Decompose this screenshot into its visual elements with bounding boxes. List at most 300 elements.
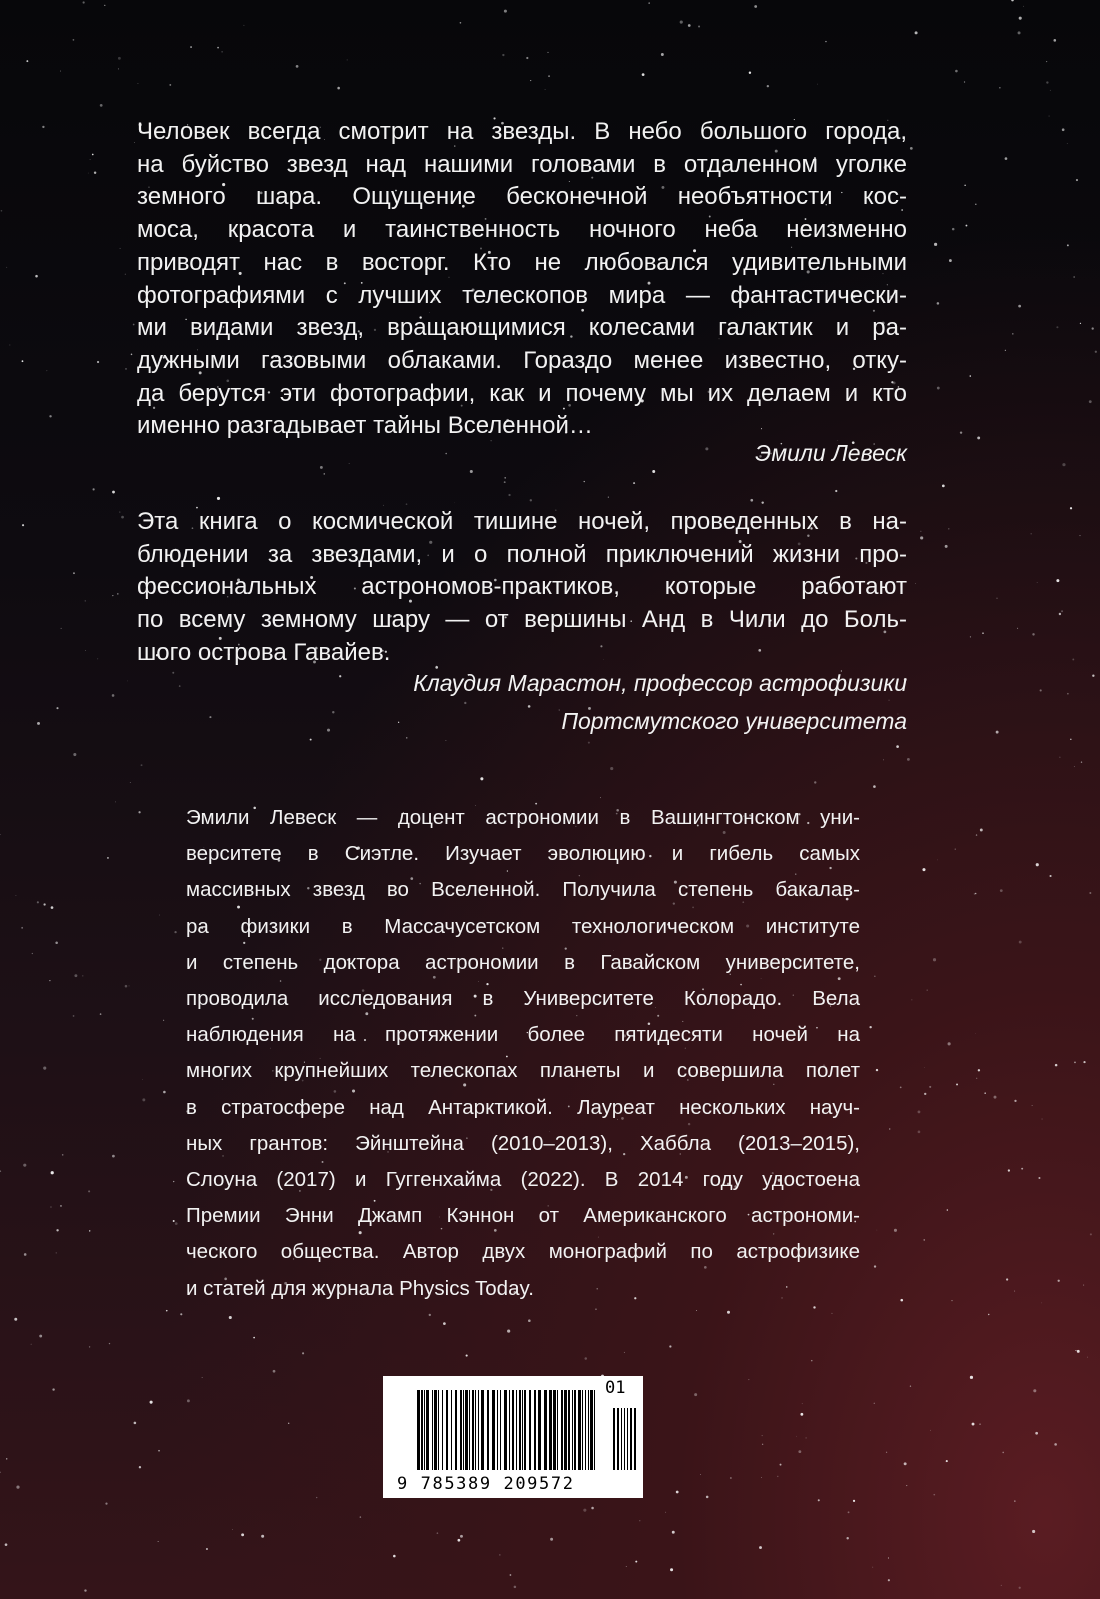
barcode-bar <box>504 1390 507 1470</box>
star <box>429 1314 431 1316</box>
star <box>796 1436 797 1437</box>
star <box>876 1069 878 1071</box>
star <box>1040 689 1042 691</box>
star <box>874 1403 875 1404</box>
barcode-bar <box>472 1390 474 1470</box>
star <box>514 1586 517 1589</box>
star <box>700 1474 701 1475</box>
star <box>894 1229 897 1232</box>
star <box>217 497 220 500</box>
star <box>705 447 708 450</box>
star <box>1014 1100 1016 1102</box>
star <box>951 1300 952 1301</box>
star <box>665 1512 666 1513</box>
star <box>942 484 945 487</box>
star <box>6 267 7 268</box>
star <box>60 1205 62 1207</box>
star <box>460 22 462 24</box>
star <box>761 501 763 503</box>
star <box>505 477 506 478</box>
star <box>1014 1291 1015 1292</box>
star <box>526 57 528 59</box>
star <box>982 632 984 634</box>
star <box>175 1222 178 1225</box>
star <box>548 75 550 77</box>
star <box>1017 628 1018 629</box>
text-line: по всему земному шару — от вершины Анд в Чили до Боль- <box>137 606 907 634</box>
star <box>133 324 135 326</box>
star <box>1095 351 1097 353</box>
star <box>62 1154 64 1156</box>
star <box>1023 6 1024 7</box>
star <box>818 1499 820 1501</box>
star <box>163 1020 164 1021</box>
star <box>806 1438 807 1439</box>
barcode-bar <box>426 1390 429 1470</box>
star <box>550 1538 553 1541</box>
star <box>56 707 58 709</box>
star <box>118 68 119 69</box>
star <box>94 172 96 174</box>
star <box>1049 875 1051 877</box>
text-line: земного шара. Ощущение бесконечной необъятности кос- <box>137 183 907 211</box>
star <box>84 1589 86 1591</box>
star <box>975 893 977 895</box>
star <box>584 481 585 482</box>
star <box>187 1399 190 1402</box>
star <box>49 980 50 981</box>
star <box>948 528 949 529</box>
star <box>800 1413 803 1416</box>
star <box>141 764 143 766</box>
star <box>163 1091 166 1094</box>
star <box>1077 1350 1080 1353</box>
star <box>978 1069 980 1071</box>
text-line: многих крупнейших телескопах планеты и совершила полет <box>186 1059 860 1083</box>
star <box>150 1401 153 1404</box>
barcode-addon-number: 01 <box>605 1378 626 1398</box>
star <box>1008 1169 1010 1171</box>
star <box>976 834 977 835</box>
star <box>680 21 683 24</box>
barcode-bar <box>434 1390 437 1470</box>
star <box>131 354 133 356</box>
star <box>750 499 753 502</box>
star <box>888 1558 889 1559</box>
star <box>83 1 85 3</box>
star <box>109 1343 110 1344</box>
star <box>762 1435 763 1436</box>
star <box>173 1220 175 1222</box>
star <box>1000 889 1003 892</box>
star <box>134 142 135 143</box>
star <box>1081 762 1082 763</box>
star <box>22 524 24 526</box>
barcode-bar <box>438 1390 439 1470</box>
star <box>934 243 937 246</box>
star <box>956 1083 958 1085</box>
star <box>642 73 645 76</box>
barcode-bar <box>572 1390 573 1470</box>
star <box>120 248 121 249</box>
star <box>889 700 890 701</box>
star <box>937 860 938 861</box>
star <box>759 1546 762 1549</box>
star <box>583 1509 586 1512</box>
star <box>217 47 219 49</box>
star <box>924 1067 925 1068</box>
barcode-bar <box>549 1390 552 1470</box>
star <box>548 52 549 53</box>
star <box>5 1543 8 1546</box>
star <box>910 1386 911 1387</box>
star <box>530 499 532 501</box>
star <box>698 25 700 27</box>
star <box>584 1357 587 1360</box>
star <box>853 1500 855 1502</box>
star <box>872 1567 873 1568</box>
star <box>112 491 115 494</box>
star <box>138 83 139 84</box>
text-line: Премии Энни Джамп Кэннон от Американского астрономи- <box>186 1204 860 1228</box>
star <box>89 1230 90 1231</box>
star <box>261 1535 264 1538</box>
text-line: ческого общества. Автор двух монографий по астрофизике <box>186 1240 860 1264</box>
star <box>802 1403 803 1404</box>
star <box>88 1190 90 1192</box>
star <box>669 1345 671 1347</box>
star <box>393 1555 396 1558</box>
text-line: верситете в Сиэтле. Изучает эволюцию и гибель самых <box>186 842 860 866</box>
review-signature-line2: Портсмутского университета <box>561 708 907 734</box>
star <box>955 849 956 850</box>
star <box>633 482 635 484</box>
star <box>874 976 876 978</box>
star <box>1080 323 1081 324</box>
barcode-bar <box>585 1390 586 1470</box>
star <box>1089 400 1092 403</box>
star <box>337 87 340 90</box>
star <box>174 931 176 933</box>
barcode-bar <box>564 1390 567 1470</box>
star <box>889 1128 890 1129</box>
star <box>937 387 940 390</box>
star <box>846 1537 848 1539</box>
star <box>100 104 103 107</box>
star <box>1032 633 1034 635</box>
star <box>464 702 466 704</box>
star <box>1012 333 1013 334</box>
star <box>55 941 58 944</box>
star <box>347 60 348 61</box>
star <box>480 777 483 780</box>
barcode-bar <box>617 1408 619 1470</box>
star <box>508 494 510 496</box>
star <box>296 65 299 68</box>
star <box>97 361 99 363</box>
star <box>104 5 105 6</box>
barcode-bar <box>519 1390 521 1470</box>
star <box>437 1532 439 1534</box>
star <box>1032 1105 1033 1106</box>
star <box>92 154 94 156</box>
star <box>1046 81 1048 83</box>
barcode-bar <box>588 1390 589 1470</box>
star <box>1089 892 1091 894</box>
star <box>56 1229 58 1231</box>
star <box>90 159 91 160</box>
star <box>970 375 972 377</box>
star <box>360 1516 361 1517</box>
star <box>43 1067 46 1070</box>
barcode-bar <box>465 1390 468 1470</box>
star <box>904 1462 907 1465</box>
star <box>1067 143 1068 144</box>
star <box>754 5 757 8</box>
star <box>320 466 323 469</box>
star <box>965 225 967 227</box>
text-line: Человек всегда смотрит на звезды. В небо большого города, <box>137 118 907 145</box>
star <box>179 685 181 687</box>
barcode-bar <box>544 1390 547 1470</box>
star <box>169 84 171 86</box>
text-line: приводят нас в восторг. Кто не любовался удивительными <box>137 248 907 276</box>
star <box>933 958 936 961</box>
star <box>37 901 39 903</box>
star <box>112 595 113 596</box>
star <box>706 1496 709 1499</box>
star <box>869 1026 871 1028</box>
star <box>107 857 109 859</box>
star <box>1014 1500 1015 1501</box>
star <box>970 1376 973 1379</box>
star <box>32 953 33 954</box>
star <box>1038 1177 1040 1179</box>
star <box>158 1541 159 1542</box>
barcode-bar <box>455 1390 457 1470</box>
star <box>74 974 77 977</box>
star <box>173 1181 174 1182</box>
star <box>273 1370 276 1373</box>
star <box>811 1360 813 1362</box>
barcode-bar <box>446 1390 448 1470</box>
star <box>24 1253 27 1256</box>
star <box>23 1164 26 1167</box>
star <box>945 545 948 548</box>
star <box>798 1450 801 1453</box>
barcode-bar <box>442 1390 443 1470</box>
star <box>528 705 531 708</box>
barcode-bar <box>534 1390 536 1470</box>
barcode-bar <box>417 1390 420 1470</box>
star <box>1036 863 1039 866</box>
star <box>202 1377 203 1378</box>
star <box>504 10 507 13</box>
star <box>1033 1389 1036 1392</box>
author-bio-paragraph <box>186 800 860 1307</box>
text-line: Эта книга о космической тишине ночей, проведенных в на- <box>137 508 907 535</box>
star <box>1049 116 1050 117</box>
star <box>1018 305 1021 308</box>
star <box>232 1529 233 1530</box>
barcode-bar <box>613 1408 615 1470</box>
star <box>591 1507 594 1510</box>
star <box>1056 579 1059 582</box>
star <box>960 431 962 433</box>
star <box>125 368 127 370</box>
star <box>762 1444 763 1445</box>
barcode-bar <box>630 1408 632 1470</box>
star <box>730 1477 732 1479</box>
star <box>51 906 54 909</box>
text-line: Слоуна (2017) и Гуггенхайма (2022). В 2014 году удостоена <box>186 1168 860 1192</box>
star <box>1035 1432 1038 1435</box>
star <box>117 593 118 594</box>
barcode-bar <box>421 1390 423 1470</box>
star <box>454 502 455 503</box>
star <box>6 1458 7 1459</box>
star <box>920 536 923 539</box>
star <box>835 490 837 492</box>
star <box>888 1579 890 1581</box>
star <box>16 1486 19 1489</box>
star <box>924 1093 926 1095</box>
star <box>172 672 174 674</box>
star <box>73 39 75 41</box>
star <box>923 1239 925 1241</box>
star <box>406 503 408 505</box>
barcode-bar <box>621 1408 622 1470</box>
text-line: массивных звезд во Вселенной. Получила степень бакалав- <box>186 878 860 902</box>
star <box>457 1539 460 1542</box>
star <box>253 1337 255 1339</box>
star <box>504 481 506 483</box>
star <box>406 737 407 738</box>
star <box>652 470 655 473</box>
barcode-bar <box>516 1390 517 1470</box>
star <box>466 1355 468 1357</box>
star <box>130 782 131 783</box>
star <box>85 600 86 601</box>
barcode-bar <box>557 1390 558 1470</box>
star <box>26 60 28 62</box>
barcode-bar <box>578 1390 581 1470</box>
text-line: фотографиями с лучших телескопов мира — фантастически- <box>137 281 907 309</box>
star <box>443 1322 446 1325</box>
star <box>125 274 126 275</box>
star <box>670 1568 673 1571</box>
star <box>43 903 45 905</box>
star <box>1062 128 1065 131</box>
star <box>877 1230 878 1231</box>
star <box>1092 327 1094 329</box>
star <box>1070 507 1072 509</box>
star <box>994 1096 997 1099</box>
star <box>528 1319 531 1322</box>
star <box>241 1533 244 1536</box>
star <box>139 1466 141 1468</box>
star <box>1067 244 1069 246</box>
star <box>93 488 95 490</box>
star <box>244 25 245 26</box>
star <box>874 1265 876 1267</box>
star <box>920 531 921 532</box>
star <box>1092 675 1094 677</box>
star <box>222 51 223 52</box>
star <box>975 204 976 205</box>
star <box>530 80 531 81</box>
text-line: ра физики в Массачусетском технологическом институте <box>186 914 860 938</box>
star <box>610 767 613 770</box>
star <box>22 360 24 362</box>
star <box>206 1548 208 1550</box>
star <box>933 1494 935 1496</box>
text-line: блюдении за звездами, и о полной приключений жизни про- <box>137 540 907 568</box>
star <box>158 1450 160 1452</box>
barcode-bar <box>529 1390 531 1470</box>
star <box>1087 1357 1088 1358</box>
star <box>727 1311 730 1314</box>
star <box>1 210 3 212</box>
star <box>100 1013 102 1015</box>
star <box>639 1520 640 1521</box>
star <box>1061 610 1063 612</box>
barcode-bar <box>463 1390 464 1470</box>
text-line: Эмили Левеск — доцент астрономии в Вашингтонском уни- <box>186 806 860 829</box>
isbn-barcode <box>383 1376 643 1498</box>
star <box>761 1477 762 1478</box>
star <box>46 370 47 371</box>
star <box>142 1098 145 1101</box>
star <box>915 583 916 584</box>
barcode-bar <box>522 1390 523 1470</box>
star <box>159 915 160 916</box>
star <box>749 72 751 74</box>
star <box>73 1015 75 1017</box>
star <box>1083 1285 1084 1286</box>
star <box>302 1352 304 1354</box>
star <box>134 1422 137 1425</box>
star <box>112 1155 115 1158</box>
barcode-bar <box>497 1390 498 1470</box>
text-line: в стратосфере над Антарктикой. Лауреат нескольких науч- <box>186 1095 860 1119</box>
star <box>929 1086 931 1088</box>
star <box>1073 276 1075 278</box>
star <box>310 739 312 741</box>
barcode-bar <box>487 1390 489 1470</box>
star <box>56 1252 57 1253</box>
star <box>51 1171 54 1174</box>
star <box>918 1110 921 1113</box>
barcode-bar <box>451 1390 452 1470</box>
text-line: и статей для журнала Physics Today. <box>186 1276 534 1300</box>
star <box>60 71 61 72</box>
star <box>900 1299 903 1302</box>
star <box>848 1511 850 1513</box>
barcode-bar <box>582 1390 583 1470</box>
barcode-bar <box>460 1390 462 1470</box>
star <box>1006 1278 1008 1280</box>
star <box>332 711 334 713</box>
star <box>1046 61 1047 62</box>
text-line: фессиональных астрономов-практиков, которые работают <box>137 573 907 601</box>
star <box>37 722 40 725</box>
barcode-bar <box>481 1390 484 1470</box>
barcode-bar <box>469 1390 470 1470</box>
text-line: шого острова Гавайев. <box>137 638 391 666</box>
star <box>980 829 983 832</box>
barcode-bar <box>478 1390 479 1470</box>
